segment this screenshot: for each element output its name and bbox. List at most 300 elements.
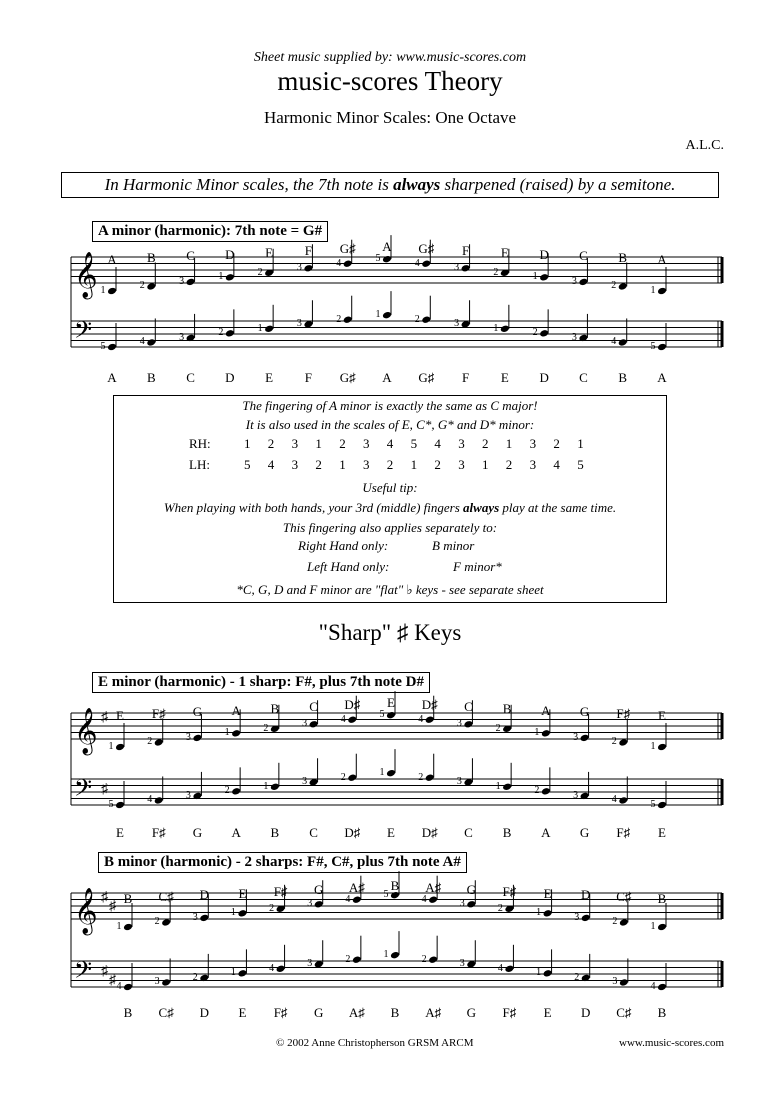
scale_b-bass-finger: 4 [650, 981, 656, 992]
scale_b-treble-note-name: F♯ [273, 883, 288, 899]
scale_a-treble-note [303, 264, 313, 273]
scale_b-bass-note-name: C♯ [616, 1005, 632, 1020]
lh-only-scale: F minor* [453, 559, 502, 574]
scale_b-bass-finger: 1 [230, 967, 236, 979]
scale_a-treble-note [578, 278, 588, 287]
scale_e-bass-note [347, 773, 357, 782]
lh-finger-9: 3 [458, 457, 465, 472]
scale_e-treble-note-name: B [270, 700, 280, 716]
scale_a-treble-finger: 3 [296, 262, 302, 274]
scale_a-bass-note-name: E [265, 370, 274, 385]
scale_e-bass-finger: 2 [534, 785, 540, 797]
scale_a-treble-note-name: A [657, 252, 667, 267]
scale_a-bass-finger: 5 [100, 341, 106, 352]
scale_e-bass-note [115, 801, 125, 810]
scale_a-treble-note-name: D [225, 246, 235, 262]
rh-finger-10: 2 [482, 436, 489, 451]
scale_b-bass-note-name: F♯ [502, 1005, 517, 1020]
scale_a-bass-note [343, 315, 353, 324]
lh-finger-0: 5 [244, 457, 251, 472]
scale_e-bass-note-name: E [658, 825, 666, 840]
scale_a-bass-note-name: C [186, 370, 195, 385]
scale_a-treble-finger: 1 [650, 285, 656, 296]
scale_a-treble-finger: 3 [454, 262, 460, 274]
rh-only-scale: B minor [432, 538, 475, 553]
scale_e-bass-note [270, 783, 280, 792]
scale_b-bass-note [161, 978, 171, 987]
scale_e-bass-note-name: B [502, 825, 512, 840]
scale_e-bass-note [154, 796, 164, 805]
scale_b-treble-note-name: C♯ [158, 889, 174, 905]
scale_a-bass-note [500, 325, 510, 334]
scale_e-bass-finger: 5 [650, 799, 656, 810]
scale_a-treble-finger: 5 [375, 253, 381, 265]
scale_b-treble-note [314, 900, 324, 909]
scale_b-bass-note [276, 965, 286, 974]
scale_a-bass-note-name: C [579, 370, 588, 385]
rh-finger-7: 5 [410, 436, 418, 451]
scale_b-bass-note-name: A♯ [348, 1005, 365, 1020]
scale_a-treble-finger: 1 [218, 271, 224, 283]
scale_a-treble-finger: 1 [100, 285, 106, 296]
scale_a-treble-clef-icon: 𝄞 [74, 252, 98, 298]
scale_e-treble-note [347, 715, 357, 724]
lh-finger-4: 1 [339, 457, 346, 472]
lh-finger-2: 3 [291, 457, 299, 472]
scale_a-bass-note [146, 338, 156, 347]
scale_a-bass-note [421, 315, 431, 324]
scale_e-treble-finger: 4 [340, 713, 346, 725]
scale_e-treble-finger: 2 [147, 736, 153, 748]
scale_b-treble-finger: 5 [383, 889, 389, 901]
scale_b-key-sharp-icon: ♯ [109, 899, 116, 914]
scale_a-treble-note [225, 273, 235, 282]
site-url: www.music-scores.com [619, 1037, 724, 1049]
scale_a-bass-note-name: D [539, 370, 549, 385]
rh-finger-13: 2 [553, 436, 560, 451]
scale_b-treble-clef-icon: 𝄞 [74, 888, 98, 934]
lh-finger-10: 1 [482, 457, 489, 472]
rh-finger-4: 2 [339, 436, 346, 451]
rh-finger-5: 3 [363, 436, 370, 451]
scale_a-bass-note-name: G♯ [339, 370, 356, 385]
lh-finger-6: 2 [386, 457, 394, 472]
scale_e-bass-finger: 4 [147, 794, 153, 806]
scale_e-bass-note [541, 787, 551, 796]
scale_b-bass-finger: 3 [612, 976, 618, 988]
scale_e-bass-note-name: D♯ [421, 825, 438, 840]
scale_a-treble-finger: 2 [257, 266, 263, 278]
scale_e-bass-note-name: C [309, 825, 318, 840]
scale_a-treble-finger: 2 [611, 280, 617, 292]
scale_e-bass-note-name: F♯ [616, 825, 631, 840]
scale_b-bass-note-name: A♯ [425, 1005, 442, 1020]
scale_b-treble-note-name: F♯ [502, 883, 517, 899]
lh-finger-7: 1 [410, 457, 418, 472]
scale_e-treble-finger: 1 [224, 727, 230, 739]
scale_a-bass-finger: 1 [375, 309, 381, 321]
scale_b-bass-finger: 2 [345, 953, 351, 965]
lh-finger-13: 4 [553, 457, 560, 472]
tip-text-before: When playing with both hands, your 3rd (middle) fingers [163, 500, 464, 515]
scale_b-key-sharp-bass-icon: ♯ [109, 973, 116, 988]
scale_b-bass-clef-icon: 𝄢 [74, 956, 93, 989]
scale_e-treble-note [115, 743, 125, 752]
scale_b-bass-note-name: F♯ [273, 1005, 288, 1020]
scale_e-bass-finger: 3 [185, 789, 191, 801]
scale_e-bass-finger: 1 [263, 780, 269, 792]
scale_b-treble-finger: 2 [612, 916, 618, 928]
scale_e-bass-note-name: A [231, 825, 241, 840]
scale_a-bass-clef-icon: 𝄢 [74, 316, 93, 349]
scale_b-treble-note [123, 923, 133, 932]
scale_b-bass-note-name: E [238, 1005, 247, 1020]
scale_e-treble-note-name: E [116, 708, 124, 723]
scale_e-bass-clef-icon: 𝄢 [74, 774, 93, 807]
scale_a-treble-note [461, 264, 471, 273]
rh-finger-14: 1 [577, 436, 584, 451]
scale_e-treble-finger: 3 [456, 718, 462, 730]
scale_a-bass-note-name: A [657, 370, 667, 385]
page-title: music-scores Theory [277, 66, 503, 96]
scale_b-treble-note [581, 914, 591, 923]
scale_e-treble-finger: 3 [573, 731, 579, 743]
scale_e-bass-note-name: G [579, 825, 590, 840]
scale_b-treble-finger: 1 [230, 907, 236, 919]
scale_e-treble-note [309, 720, 319, 729]
rh-label: RH: [189, 436, 211, 451]
scale_e-bass-note-name: E [116, 825, 124, 840]
scale_a-bass-note-name: B [146, 370, 156, 385]
scale_a-treble-note-name: A [382, 239, 392, 255]
scale_e-treble-note [657, 743, 667, 752]
scale_b-treble-finger: 3 [574, 911, 580, 923]
scale_e-treble-note-name: C [309, 699, 318, 714]
scale_a-treble-note-name: F [461, 243, 470, 258]
scale_b-treble-note-name: B [390, 878, 400, 894]
scale_e-bass-note [618, 796, 628, 805]
scale_e-bass-finger: 3 [573, 789, 579, 801]
scale_a-bass-note-name: E [500, 370, 509, 385]
scale_b-bass-note-name: D [581, 1005, 591, 1020]
scale_b-bass-finger: 3 [459, 958, 465, 970]
scale_e-treble-finger: 2 [263, 722, 269, 734]
scale_a-bass-finger: 5 [650, 341, 656, 352]
scale_a-treble-note [382, 255, 392, 264]
scale_a-bass-finger: 2 [414, 313, 420, 325]
scale_a-treble-note-name: E [500, 244, 509, 260]
scale_b-bass-finger: 2 [574, 971, 580, 983]
scale_e-treble-note [231, 729, 241, 738]
scale_a-treble-note-name: F [304, 243, 313, 258]
scale_e-treble-note [192, 734, 202, 743]
scale_e-treble-finger: 1 [650, 741, 656, 752]
scale_b-treble-finger: 1 [650, 921, 656, 932]
scale_e-treble-finger: 2 [495, 722, 501, 734]
scale_e-bass-finger: 2 [340, 771, 346, 783]
scale_b-bass-note-name: G [314, 1005, 324, 1020]
lh-finger-5: 3 [363, 457, 370, 472]
scale_b-treble-note-name: A♯ [425, 880, 442, 896]
scale_b-treble-note [657, 923, 667, 932]
scale_a-bass-note [382, 311, 392, 320]
scale_b-treble-note-name: B [657, 891, 667, 906]
scale_a-bass-finger: 1 [257, 322, 263, 334]
scale_b-treble-note-name: D [199, 887, 209, 903]
scale_b-bass-note [237, 969, 247, 978]
scale_e-treble-note [580, 734, 590, 743]
scale_b-bass-note-name: B [123, 1005, 133, 1020]
scale_b-treble-finger: 2 [269, 902, 275, 914]
scale_e-treble-note-name: E [387, 695, 395, 711]
tip-text-after: play at the same time. [499, 500, 617, 515]
scale_b-key-sharp-icon: ♯ [101, 890, 108, 905]
scale_e-treble-clef-icon: 𝄞 [74, 708, 98, 754]
scale_b-bass-note [657, 983, 667, 992]
scale_a-treble-note-name: A [107, 252, 117, 267]
scale_b-treble-note-name: G [466, 882, 476, 897]
scale_e-bass-finger: 5 [108, 799, 114, 810]
scale_b-treble-note-name: D [581, 887, 591, 903]
scale_e-treble-finger: 4 [418, 713, 424, 725]
scale_b-treble-finger: 2 [154, 916, 160, 928]
scale_a-treble-finger: 1 [532, 271, 538, 283]
scale_b-treble-note [352, 895, 362, 904]
tip-heading: Useful tip: [362, 480, 418, 495]
scale_a-bass-note [225, 329, 235, 338]
a-minor-label: A minor (harmonic): 7th note = G# [92, 221, 328, 242]
scale_a-treble-note-name: C [579, 248, 588, 264]
rule-text-after: sharpened (raised) by a semitone. [440, 175, 676, 194]
scale_b-bass-note-name: E [543, 1005, 552, 1020]
scale_b-treble-note [237, 909, 247, 918]
scale_b-bass-note [352, 955, 362, 964]
scale_b-bass-finger: 4 [116, 981, 122, 992]
scale_a-bass-note-name: A [107, 370, 117, 385]
scale_e-bass-finger: 1 [379, 767, 385, 779]
rule-text-before: In Harmonic Minor scales, the 7th note is [104, 175, 394, 194]
rh-finger-8: 4 [434, 436, 441, 451]
scale_b-treble-note-name: B [123, 891, 133, 906]
lh-finger-8: 2 [434, 457, 441, 472]
scale_e-treble-note-name: D♯ [421, 697, 438, 713]
scale_a-bass-note-name: B [618, 370, 628, 385]
scale_b-bass-note [504, 965, 514, 974]
scale_a-bass-finger: 3 [179, 331, 185, 343]
scale_e-treble-note-name: A [231, 702, 241, 718]
scale_a-bass-finger: 2 [532, 327, 538, 339]
scale_e-treble-note-name: A [541, 702, 551, 718]
scale_a-bass-finger: 3 [296, 318, 302, 330]
scale_e-bass-note [425, 773, 435, 782]
scale_e-bass-note-name: E [387, 825, 395, 840]
scale_e-treble-note-name: E [658, 708, 666, 723]
info-line-1: The fingering of A minor is exactly the same as C major! [242, 398, 538, 413]
rh-finger-3: 1 [315, 436, 322, 451]
scale_b-bass-note-name: G [466, 1005, 476, 1020]
scale_b-bass-finger: 2 [421, 953, 427, 965]
scale_a-treble-note-name: C [186, 248, 195, 264]
lh-finger-1: 4 [267, 457, 275, 472]
scale_a-treble-note [186, 278, 196, 287]
scale_b-bass-note [619, 978, 629, 987]
scale_a-treble-note-name: D [539, 246, 549, 262]
lh-finger-3: 2 [315, 457, 322, 472]
scale_b-bass-note [390, 951, 400, 960]
scale_e-treble-note [463, 720, 473, 729]
scale_e-treble-note-name: F♯ [151, 706, 166, 722]
scale_a-treble-note-name: B [618, 250, 628, 266]
rh-finger-1: 2 [267, 436, 275, 451]
scale_e-bass-finger: 2 [224, 785, 230, 797]
rh-finger-0: 1 [244, 436, 251, 451]
scale_a-treble-finger: 4 [336, 257, 342, 269]
rh-finger-6: 4 [386, 436, 394, 451]
scale_b-bass-note [543, 969, 553, 978]
scale_b-treble-note-name: A♯ [348, 880, 365, 896]
scale_a-bass-note-name: A [382, 370, 392, 385]
scale_b-bass-finger: 1 [536, 967, 542, 979]
scale_b-bass-finger: 2 [192, 971, 198, 983]
scale_b-bass-note-name: D [199, 1005, 209, 1020]
scale_b-bass-finger: 1 [383, 949, 389, 961]
scale_a-bass-finger: 2 [218, 327, 224, 339]
scale_b-treble-finger: 3 [459, 898, 465, 910]
scale_b-treble-note-name: E [238, 885, 247, 901]
scale_a-bass-finger: 3 [571, 331, 577, 343]
scale_e-bass-note-name: G [192, 825, 203, 840]
scale_e-treble-finger: 2 [611, 736, 617, 748]
scale_e-treble-finger: 5 [379, 709, 385, 721]
scale_a-bass-note [107, 343, 117, 352]
author-initials: A.L.C. [685, 138, 724, 153]
scale_e-treble-finger: 1 [108, 741, 114, 752]
scale_e-bass-note-name: D♯ [344, 825, 361, 840]
scale_e-bass-note [231, 787, 241, 796]
scale_b-treble-finger: 3 [192, 911, 198, 923]
scale_b-treble-finger: 3 [307, 898, 313, 910]
scale_e-bass-note-name: A [541, 825, 551, 840]
scale_b-bass-finger: 3 [307, 958, 313, 970]
scale_b-treble-note-name: E [543, 885, 552, 901]
scale_b-bass-finger: 3 [154, 976, 160, 988]
b-minor-label: B minor (harmonic) - 2 sharps: F#, C#, plus 7th note A# [98, 852, 467, 873]
scale_e-bass-note-name: C [464, 825, 473, 840]
rh-finger-12: 3 [529, 436, 537, 451]
rh-only-label: Right Hand only: [298, 538, 389, 553]
scale_b-treble-note [543, 909, 553, 918]
supplied-by-text: Sheet music supplied by: www.music-scores.com [253, 50, 527, 65]
scale_a-bass-note [618, 338, 628, 347]
scale_b-treble-note [466, 900, 476, 909]
scale_a-bass-note-name: D [225, 370, 235, 385]
scale_a-bass-finger: 1 [493, 322, 499, 334]
scale_a-bass-finger: 2 [336, 313, 342, 325]
scale_a-treble-note [421, 259, 431, 268]
scale_e-treble-finger: 3 [185, 731, 191, 743]
sharp-keys-heading: "Sharp" ♯ Keys [318, 620, 462, 645]
scale_e-bass-note [386, 769, 396, 778]
scale_a-treble-finger: 2 [493, 266, 499, 278]
scale_a-treble-note [657, 287, 667, 296]
scale_a-treble-note-name: G♯ [339, 241, 356, 257]
scale_b-bass-note [123, 983, 133, 992]
scale_e-bass-finger: 3 [302, 776, 308, 788]
lh-label: LH: [189, 457, 210, 472]
flat-keys-footnote: *C, G, D and F minor are "flat" ♭ keys - see separate sheet [236, 582, 544, 597]
scale_b-bass-note-name: B [657, 1005, 667, 1020]
scale_e-treble-note-name: G [192, 704, 203, 720]
scale_e-key-sharp-icon: ♯ [101, 710, 108, 725]
scale_a-treble-note [539, 273, 549, 282]
scale_b-bass-note-name: B [390, 1005, 400, 1020]
applies-text: This fingering also applies separately to: [282, 520, 498, 535]
scale_b-treble-note-name: C♯ [616, 889, 632, 905]
rh-finger-11: 1 [505, 436, 513, 451]
scale_e-bass-note [502, 783, 512, 792]
scale_b-treble-finger: 1 [536, 907, 542, 919]
scale_a-treble-note [343, 259, 353, 268]
scale_a-treble-note-name: G♯ [418, 241, 435, 257]
scale_e-bass-finger: 4 [611, 794, 617, 806]
scale_a-treble-finger: 2 [139, 280, 145, 292]
rh-finger-9: 3 [458, 436, 465, 451]
rh-finger-2: 3 [291, 436, 299, 451]
scale_a-treble-finger: 3 [179, 275, 185, 287]
scale_a-bass-note [539, 329, 549, 338]
scale_e-treble-note [425, 715, 435, 724]
scale_e-treble-note [541, 729, 551, 738]
scale_b-treble-note [199, 914, 209, 923]
scale_e-bass-note-name: F♯ [151, 825, 166, 840]
scale_a-bass-finger: 4 [611, 336, 617, 348]
scale_b-bass-note [428, 955, 438, 964]
scale_e-treble-note-name: G [579, 704, 590, 720]
scale_b-treble-note-name: G [314, 882, 324, 897]
scale_e-treble-note-name: B [502, 700, 512, 716]
scale_e-key-sharp-bass-icon: ♯ [101, 782, 108, 797]
scale_e-bass-finger: 1 [495, 780, 501, 792]
scale_e-bass-note-name: B [270, 825, 280, 840]
scale_a-bass-finger: 3 [454, 318, 460, 330]
scale_a-treble-finger: 3 [571, 275, 577, 287]
info-line-2: It is also used in the scales of E, C*, G* and D* minor: [245, 417, 535, 432]
scale_a-treble-finger: 4 [414, 257, 420, 269]
copyright-text: © 2002 Anne Christopherson GRSM ARCM [276, 1037, 474, 1049]
scale_a-treble-note-name: B [146, 250, 156, 266]
scale_b-treble-finger: 1 [116, 921, 122, 932]
scale_e-treble-finger: 1 [534, 727, 540, 739]
scale_e-bass-finger: 3 [456, 776, 462, 788]
scale_e-bass-note [657, 801, 667, 810]
lh-finger-14: 5 [577, 457, 584, 472]
scale_e-treble-note-name: F♯ [616, 706, 631, 722]
scale_a-bass-note-name: F [304, 370, 313, 385]
scale_b-bass-finger: 4 [269, 962, 275, 974]
lh-finger-11: 2 [505, 457, 513, 472]
scale_a-bass-note-name: F [461, 370, 470, 385]
scale_a-bass-finger: 4 [139, 336, 145, 348]
scale_b-bass-note-name: C♯ [158, 1005, 174, 1020]
scale_a-bass-note [264, 325, 274, 334]
scale_a-treble-note [107, 287, 117, 296]
page-subtitle: Harmonic Minor Scales: One Octave [263, 108, 517, 127]
scale_b-treble-finger: 2 [497, 902, 503, 914]
scale_e-bass-finger: 2 [418, 771, 424, 783]
scale_e-treble-note-name: C [464, 699, 473, 714]
tip-emphasis: always [463, 500, 500, 515]
e-minor-label: E minor (harmonic) - 1 sharp: F#, plus 7th note D# [92, 672, 430, 693]
